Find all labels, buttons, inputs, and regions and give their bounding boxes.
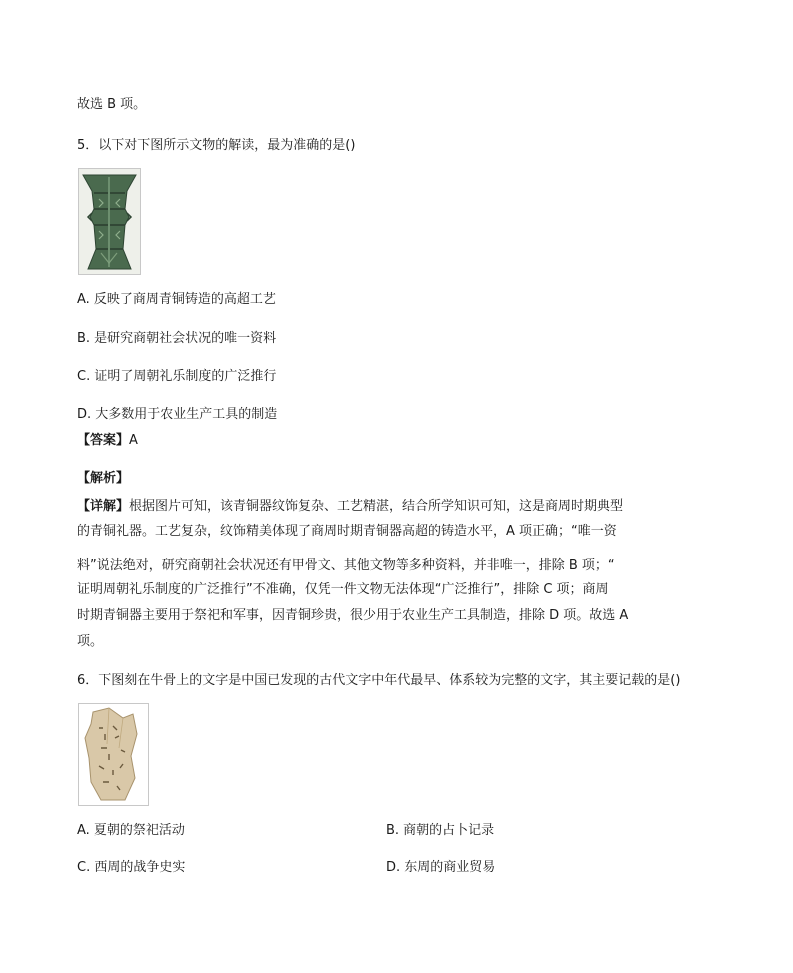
option-6d: D. 东周的商业贸易	[386, 860, 496, 875]
detail-line-5: 时期青铜器主要用于祭祀和军事，因青铜珍贵，很少用于农业生产工具制造，排除 D 项。故选 A	[77, 608, 629, 623]
oracle-bone-image	[78, 703, 149, 806]
detail-label: 【详解】	[77, 499, 130, 514]
bronze-zun-vessel-icon	[79, 169, 140, 274]
question-6-stem: 6．下图刻在牛骨上的文字是中国已发现的古代文字中年代最早、体系较为完整的文字，其主要记载的是()	[77, 673, 681, 688]
option-5a: A. 反映了商周青铜铸造的高超工艺	[77, 292, 276, 307]
option-5b: B. 是研究商朝社会状况的唯一资料	[77, 331, 277, 346]
detail-line-1	[77, 498, 623, 516]
detail-line-4: 证明周朝礼乐制度的广泛推行”不准确，仅凭一件文物无法体现“广泛推行”，排除 C 项；商周	[77, 582, 609, 597]
detail-line-2: 的青铜礼器。工艺复杂，纹饰精美体现了商周时期青铜器高超的铸造水平，A 项正确；“唯一资	[77, 524, 617, 539]
option-6a: A. 夏朝的祭祀活动	[77, 823, 185, 838]
analysis-label: 【解析】	[77, 471, 130, 486]
option-5c: C. 证明了周朝礼乐制度的广泛推行	[77, 369, 277, 384]
detail-text-1: 根据图片可知，该青铜器纹饰复杂、工艺精湛，结合所学知识可知，这是商周时期典型	[129, 499, 624, 514]
answer-line	[77, 432, 138, 450]
previous-answer-tail: 故选 B 项。	[77, 97, 147, 112]
bronze-vessel-image	[78, 168, 141, 275]
question-5-stem: 5．以下对下图所示文物的解读，最为准确的是()	[77, 138, 356, 153]
option-6b: B. 商朝的占卜记录	[386, 823, 495, 838]
detail-line-6: 项。	[77, 634, 104, 649]
option-6c: C. 西周的战争史实	[77, 860, 186, 875]
answer-value: A	[129, 433, 138, 448]
detail-line-3: 料”说法绝对，研究商朝社会状况还有甲骨文、其他文物等多种资料，并非唯一，排除 B 项；“	[77, 558, 615, 573]
oracle-bone-icon	[79, 704, 148, 805]
option-5d: D. 大多数用于农业生产工具的制造	[77, 407, 278, 422]
answer-label: 【答案】	[77, 433, 130, 448]
